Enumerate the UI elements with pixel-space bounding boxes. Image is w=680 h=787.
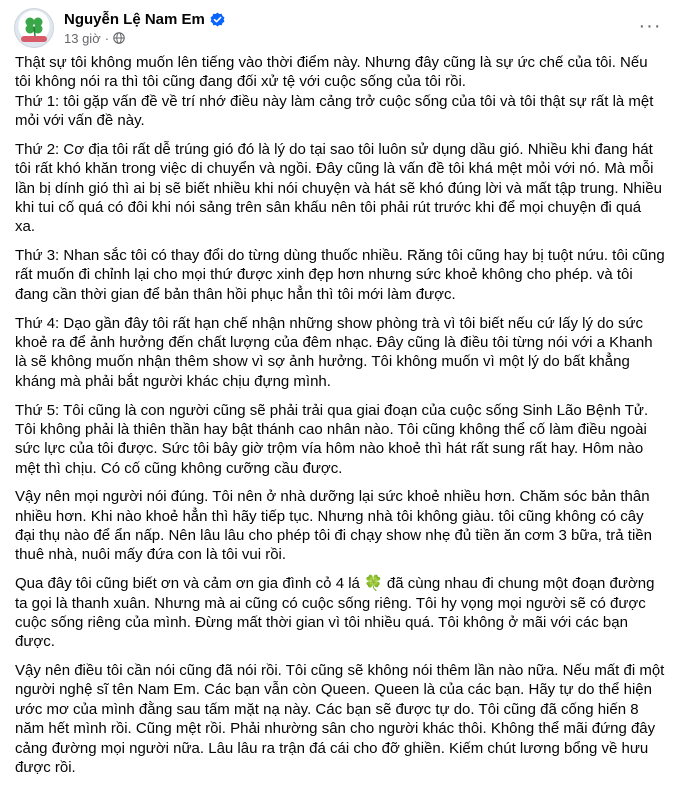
post-paragraph: Thứ 2: Cơ địa tôi rất dễ trúng gió đó là lý do tại sao tôi luôn sử dụng dầu gió. Nhiều khi đang hát tôi rất khó khăn trong việc di chuyển và ngồi. Đây cũng là vấn đề tôi khá mệt mỏi với nó. Mà mỗi lần bị dính gió thì ai bị sẽ biết nhiều khi nói chuyện và hát sẽ khó đúng lời và mất tập trung. Nhiều khi tui cố quá có đôi khi nói sảng trên sân khấu nên tôi phải rút trước khi để mọi chuyện đi quá xa. xyxy=(15,140,662,236)
avatar[interactable] xyxy=(14,8,54,48)
post-timestamp[interactable]: 13 giờ xyxy=(64,30,101,46)
post-body xyxy=(15,53,665,787)
author-row xyxy=(64,9,225,29)
post-paragraph: Thứ 5: Tôi cũng là con người cũng sẽ phải trải qua giai đoạn của cuộc sống Sinh Lão Bệnh Tử. Tôi không phải là thiên thần hay bật thánh cao nhân nào. Tôi cũng không thể cố làm điều ngoài sức lực của tôi được. Sức tôi bây giờ trộm vía hôm nào khoẻ thì hát rất sung rất hay. Hôm nào mệt thì chịu. Có cố cũng không cưỡng cầu được. xyxy=(15,401,649,477)
post-header xyxy=(14,8,668,48)
post-paragraph: Vậy nên mọi người nói đúng. Tôi nên ở nhà dưỡng lại sức khoẻ nhiều hơn. Chăm sóc bản thân nhiều hơn. Khi nào khoẻ hẳn thì hãy tiếp tục. Nhưng nhà tôi không giàu. tôi cũng không có cây đại thụ nào để ẩn nấp. Nên lâu lâu cho phép tôi đi chạy show nhẹ đủ tiền ăn cơm 3 bữa, trả tiền thuê nhà, nuôi mấy đứa con là tôi vui rồi. xyxy=(15,488,652,564)
post-paragraph: Thứ 4: Dạo gần đây tôi rất hạn chế nhận những show phòng trà vì tôi biết nếu cứ lấy lý do sức khoẻ ra để ảnh hưởng đến chất lượng của đêm nhạc. Đây cũng là điều tôi từng nói với a Khanh là sẽ không muốn nhận thêm show vì sợ ảnh hưởng. Tôi không muốn vì một lý do bất khẳng kháng mà phải bắt người khác chịu đựng mình. xyxy=(15,314,653,390)
globe-icon xyxy=(113,32,125,44)
post-meta xyxy=(64,30,125,46)
post-paragraph: Thật sự tôi không muốn lên tiếng vào thời điểm này. Nhưng đây cũng là sự ức chế của tôi. Nếu tôi không nói ra thì tôi cũng đang đối xử tệ với cuộc sống của tôi rồi. Thứ 1: tôi gặp vấn đề về trí nhớ điều này làm cảng trở cuộc sống của tôi và tôi thật sự rất là mệt mỏi với vấn đề này. xyxy=(15,54,654,130)
avatar-banner xyxy=(21,36,47,42)
more-icon: ··· xyxy=(638,15,662,37)
more-options-button[interactable] xyxy=(632,8,668,44)
post-paragraph: Vậy nên điều tôi cần nói cũng đã nói rồi. Tôi cũng sẽ không nói thêm lần nào nữa. Nếu mất đi một người nghệ sĩ tên Nam Em. Các bạn vẫn còn Queen. Queen là của các bạn. Hãy tự do thể hiện ước mơ của mình đằng sau tấm mặt nạ này. Các bạn sẽ được tự do. Tôi cũng đã cống hiến 8 năm hết mình rồi. Cũng mệt rồi. Phải nhường sân cho người khác thôi. Không thể mãi đứng đây cảng đường mọi người nữa. Lâu lâu ra trận đá cái cho đỡ ghiền. Kiếm chút lương bổng về hưu được rồi. xyxy=(15,662,665,776)
post-paragraph: Thứ 3: Nhan sắc tôi có thay đổi do từng dùng thuốc nhiều. Răng tôi cũng hay bị tuột nứu. tôi cũng rất muốn đi chỉnh lại cho mọi thứ được xinh đẹp hơn nhưng sức khoẻ không cho phép. và tôi đang cần thời gian để bản thân hồi phục hẳn thì tôi mới làm được. xyxy=(15,247,665,303)
author-name[interactable]: Nguyễn Lệ Nam Em xyxy=(64,10,205,28)
post-paragraph: Qua đây tôi cũng biết ơn và cảm ơn gia đình cỏ 4 lá 🍀 đã cùng nhau đi chung một đoạn đường ta gọi là thanh xuân. Nhưng mà ai cũng có cuộc sống riêng. Tôi hy vọng mọi người sẽ có được cuộc sống riêng của mình. Đừng mất thời gian vì tôi nhiều quá. Tôi không ở mãi với các bạn được. xyxy=(15,575,655,651)
meta-separator: · xyxy=(104,30,110,46)
avatar-clover-icon xyxy=(23,15,45,37)
verified-badge-icon xyxy=(210,12,225,27)
